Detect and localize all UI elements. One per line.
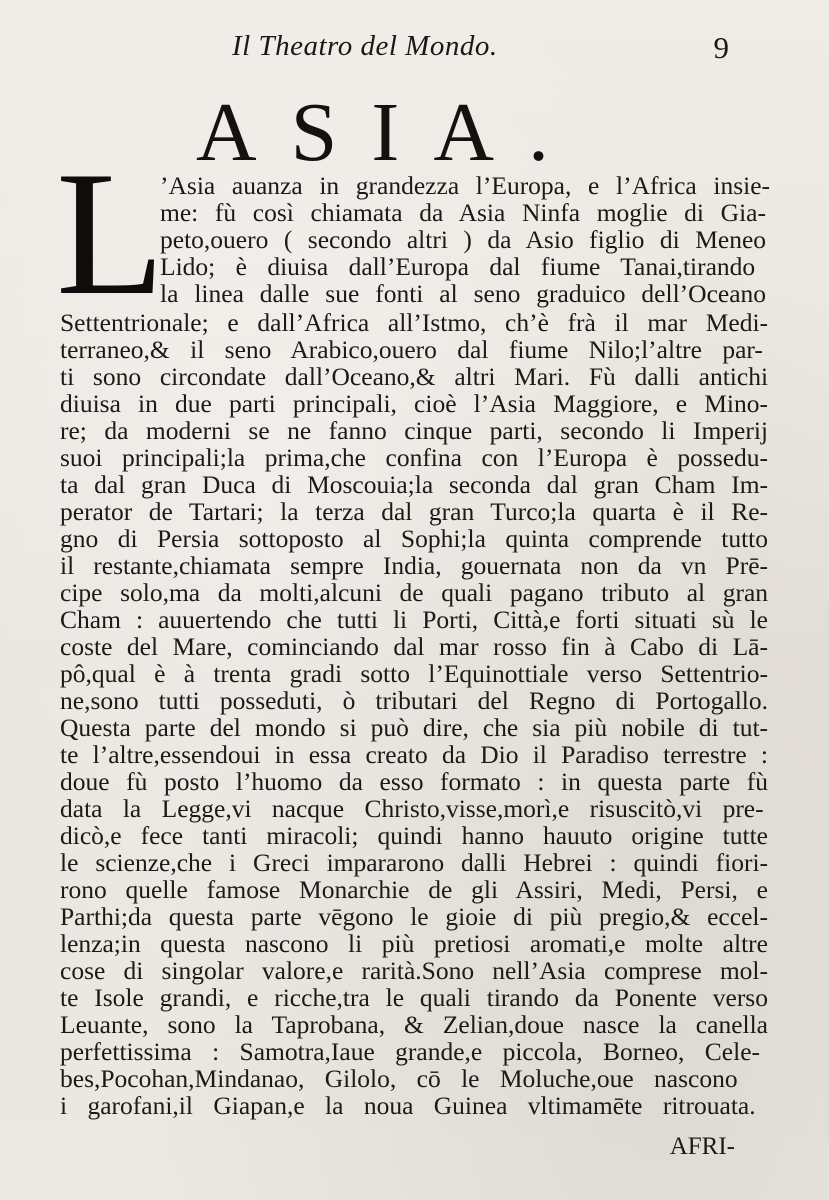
text-line: Lido; è diuisa dall’Europa dal fiume Tanai,tirando [160, 252, 756, 281]
text-line: il restante,chiamata sempre India, gouernata non da vn Prē- [60, 551, 769, 580]
text-line: la linea dalle sue fonti al seno graduico dell’Oceano [160, 279, 767, 308]
text-line: Parthi;da questa parte vēgono le gioie di più pregio,& eccel- [60, 902, 768, 931]
text-line: doue fù posto l’huomo da esso formato : in questa parte fù [60, 767, 768, 796]
text-line: le scienze,che i Greci impararono dalli Hebrei : quindi fiori- [60, 848, 769, 877]
text-line: rono quelle famose Monarchie de gli Assiri, Medi, Persi, e [60, 875, 768, 904]
text-line: i garofani,il Giapan,e la noua Guinea vltimamēte ritrouata. [60, 1091, 756, 1120]
text-line: Questa parte del mondo si può dire, che sia più nobile di tut- [60, 713, 769, 742]
text-line: data la Legge,vi nacque Christo,visse,morì,e risuscitò,vi pre- [60, 794, 764, 823]
chapter-heading: ASIA. [196, 86, 584, 179]
text-line: gno di Persia sottoposto al Sophi;la quinta comprende tutto [60, 524, 768, 553]
catchword: AFRI- [669, 1133, 735, 1160]
text-line: re; da moderni se ne fanno cinque parti, secondo li Imperij [60, 416, 769, 445]
text-line: dicò,e fece tanti miracoli; quindi hanno hauuto origine tutte [60, 821, 768, 850]
text-line: diuisa in due parti principali, cioè l’Asia Maggiore, e Mino- [60, 389, 768, 418]
text-line: Settentrionale; e dall’Africa all’Istmo, ch’è frà il mar Medi- [60, 308, 769, 337]
text-line: te Isole grandi, e ricche,tra le quali tirando da Ponente verso [60, 983, 768, 1012]
text-line: Cham : auuertendo che tutti li Porti, Città,e forti situati sù le [60, 605, 768, 634]
text-line: me: fù così chiamata da Asia Ninfa moglie di Gia- [160, 198, 766, 227]
running-head: Il Theatro del Mondo. [232, 30, 498, 62]
text-line: Leuante, sono la Taprobana, & Zelian,doue nasce la canella [60, 1010, 768, 1039]
text-line: te l’altre,essendoui in essa creato da Dio il Paradiso terrestre : [60, 740, 768, 769]
text-line: cose di singolar valore,e rarità.Sono nell’Asia comprese mol- [60, 956, 769, 985]
text-line: terraneo,& il seno Arabico,ouero dal fiume Nilo;l’altre par- [60, 335, 763, 364]
text-line: coste del Mare, cominciando dal mar rosso fin à Cabo di Lā- [60, 632, 768, 661]
text-line: bes,Pocohan,Mindanao, Gilolo, cō le Moluche,oue nascono [60, 1064, 738, 1093]
text-line: cipe solo,ma da molti,alcuni de quali pagano tributo al gran [60, 578, 769, 607]
drop-cap-initial: L [56, 134, 165, 332]
text-line: lenza;in questa nascono li più pretiosi aromati,e molte altre [60, 929, 768, 958]
text-line: ’Asia auanza in grandezza l’Europa, e l’Africa insie- [160, 171, 771, 200]
text-line: perfettissima : Samotra,Iaue grande,e piccola, Borneo, Cele- [60, 1037, 761, 1066]
text-line: perator de Tartari; la terza dal gran Turco;la quarta è il Re- [60, 497, 769, 526]
text-line: ti sono circondate dall’Oceano,& altri Mari. Fù dalli antichi [60, 362, 769, 391]
text-line: ta dal gran Duca di Moscouia;la seconda dal gran Cham Im- [60, 470, 769, 499]
text-line: pô,qual è à trenta gradi sotto l’Equinottiale verso Settentrio- [60, 659, 768, 688]
page-number: 9 [713, 30, 729, 65]
text-line: suoi principali;la prima,che confina con l’Europa è possedu- [60, 443, 769, 472]
text-line: ne,sono tutti posseduti, ò tributari del Regno di Portogallo. [60, 686, 769, 715]
text-line: peto,ouero ( secondo altri ) da Asio figlio di Meneo [160, 225, 767, 254]
